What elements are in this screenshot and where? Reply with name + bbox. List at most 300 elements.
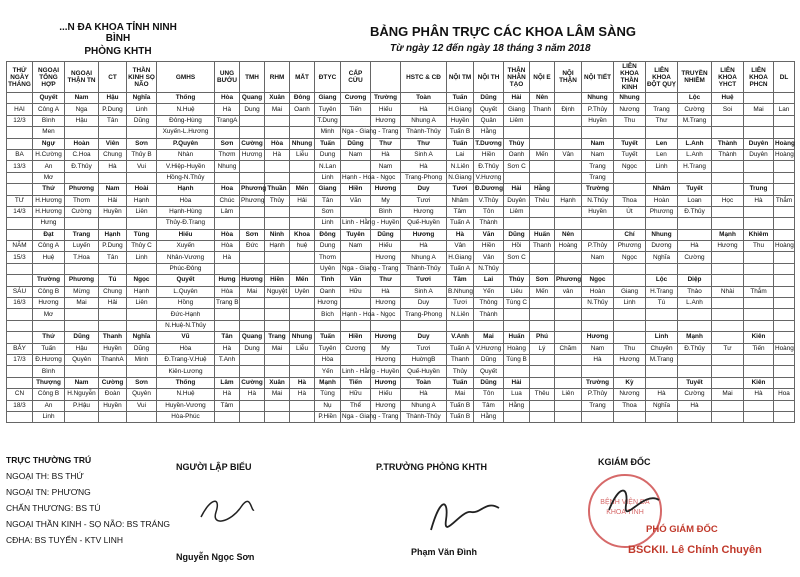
column-header: NGOẠI TỔNG HỢP — [33, 62, 65, 93]
duty-cell — [614, 332, 646, 343]
duty-cell: Dung — [315, 149, 341, 160]
duty-cell: Hòa — [215, 241, 240, 252]
duty-cell — [215, 172, 240, 183]
duty-cell — [582, 218, 614, 229]
duty-cell: Hoàng — [774, 343, 795, 354]
duty-cell: H.Cường — [33, 149, 65, 160]
duty-cell: Sơn C — [504, 252, 530, 263]
duty-cell: Hoàng — [504, 343, 530, 354]
duty-cell — [341, 161, 371, 172]
duty-cell: Hương — [371, 252, 401, 263]
duty-cell — [315, 320, 341, 331]
duty-cell: Phương — [646, 206, 678, 217]
duty-cell: Mai — [474, 332, 504, 343]
duty-cell: Đ.Hương — [33, 354, 65, 365]
duty-cell — [555, 377, 582, 388]
duty-cell — [127, 309, 157, 320]
duty-cell: Út — [614, 206, 646, 217]
duty-cell: Hồng — [157, 298, 215, 309]
duty-cell: Thanh — [99, 332, 127, 343]
duty-cell: Quế-Huyền — [401, 218, 447, 229]
duty-cell: Cường — [678, 252, 712, 263]
duty-cell: Tuấn A — [447, 263, 474, 274]
duty-cell: Hoàn — [646, 195, 678, 206]
duty-cell: Nga - Giang - Trang — [341, 263, 371, 274]
duty-cell — [555, 184, 582, 195]
duty-cell — [582, 229, 614, 240]
duty-cell — [265, 354, 290, 365]
duty-cell: Thủy — [504, 275, 530, 286]
duty-cell — [65, 218, 99, 229]
duty-cell: Hữu — [341, 286, 371, 297]
duty-cell: Hải — [99, 195, 127, 206]
duty-cell — [65, 320, 99, 331]
duty-cell: Tân — [315, 195, 341, 206]
duty-cell: Liêu — [504, 286, 530, 297]
duty-cell: Hà — [240, 389, 265, 400]
org-line1: ...N ĐA KHOA TỈNH NINH BÌNH — [59, 22, 177, 44]
duty-cell: Hà — [582, 354, 614, 365]
duty-cell — [215, 320, 240, 331]
duty-cell: Hằng — [530, 184, 555, 195]
duty-cell: L.Anh — [678, 138, 712, 149]
duty-cell: Hạnh - Hoa - Ngọc — [341, 172, 371, 183]
duty-cell: Hương — [371, 400, 401, 411]
column-header: THỨ NGÀY THÁNG — [7, 62, 33, 93]
duty-cell: Nụ — [315, 400, 341, 411]
duty-cell: Đ.Thủy — [678, 206, 712, 217]
duty-cell: Tân — [99, 115, 127, 126]
column-header: HSTC & CĐ — [401, 62, 447, 93]
duty-cell: Liễu — [290, 343, 315, 354]
duty-cell — [712, 298, 744, 309]
duty-cell — [646, 320, 678, 331]
notes-line: CHẤN THƯƠNG: BS TÚ — [6, 503, 101, 513]
duty-cell — [555, 206, 582, 217]
duty-cell: Liêm — [504, 115, 530, 126]
duty-cell: Trang — [582, 161, 614, 172]
day-cell: 13/3 — [7, 161, 33, 172]
duty-cell: Thoa — [614, 400, 646, 411]
duty-cell: Viên — [99, 138, 127, 149]
duty-cell: huệ — [290, 241, 315, 252]
duty-cell — [265, 309, 290, 320]
duty-cell: Hạnh — [555, 195, 582, 206]
duty-cell — [555, 354, 582, 365]
duty-cell — [678, 218, 712, 229]
duty-cell — [614, 275, 646, 286]
duty-cell: Tuấn A — [447, 218, 474, 229]
duty-cell: H.Giang — [447, 104, 474, 115]
stamp-text: BỆNH VIỆN ĐA KHOA TỈNH — [600, 499, 650, 516]
duty-cell: Công B — [33, 286, 65, 297]
duty-cell: Hiền — [474, 149, 504, 160]
duty-cell — [744, 93, 774, 104]
duty-cell: Tuyết — [614, 149, 646, 160]
table-row — [7, 377, 795, 388]
duty-cell: P.Hiền — [315, 411, 341, 422]
duty-cell: Thu — [614, 343, 646, 354]
duty-cell: Mạnh — [678, 332, 712, 343]
table-row — [7, 343, 795, 354]
duty-cell — [555, 298, 582, 309]
duty-cell — [712, 400, 744, 411]
duty-cell — [127, 127, 157, 138]
duty-cell — [555, 366, 582, 377]
duty-cell: Hương — [582, 332, 614, 343]
duty-cell: Mai — [744, 104, 774, 115]
duty-cell: Minh — [127, 354, 157, 365]
duty-cell: Nên — [530, 93, 555, 104]
duty-cell: Hậu — [65, 115, 99, 126]
duty-cell: Men — [33, 127, 65, 138]
duty-cell — [341, 206, 371, 217]
duty-cell: Cường — [99, 377, 127, 388]
duty-cell — [215, 309, 240, 320]
duty-cell: Hương — [371, 354, 401, 365]
duty-cell: Huyền — [99, 400, 127, 411]
duty-cell — [678, 309, 712, 320]
duty-cell: Khiêm — [744, 229, 774, 240]
duty-cell: Lâm — [215, 206, 240, 217]
duty-cell: Hà — [215, 389, 240, 400]
duty-cell: Huyền — [447, 115, 474, 126]
duty-cell: Hòa — [315, 354, 341, 365]
duty-cell — [530, 206, 555, 217]
table-row — [7, 115, 795, 126]
duty-cell: Trang B — [215, 298, 240, 309]
duty-cell: Nhung — [290, 332, 315, 343]
duty-cell — [744, 354, 774, 365]
duty-cell — [530, 366, 555, 377]
duty-cell: Linh - Hằng - Huyền — [341, 218, 371, 229]
duty-cell: Trường — [582, 184, 614, 195]
duty-cell — [530, 138, 555, 149]
table-row — [7, 389, 795, 400]
duty-cell: Thành-Thủy — [401, 127, 447, 138]
duty-cell: M.Trang — [646, 354, 678, 365]
duty-cell: Linh — [127, 252, 157, 263]
preparer-title: NGƯỜI LẬP BIỂU — [176, 462, 252, 472]
duty-cell — [582, 263, 614, 274]
duty-cell: P.Dung — [99, 104, 127, 115]
duty-cell: Bình — [33, 366, 65, 377]
duty-cell — [744, 218, 774, 229]
duty-cell: H.Nguyễn — [65, 389, 99, 400]
table-row — [7, 298, 795, 309]
duty-cell: N.Huệ-N.Thủy — [157, 320, 215, 331]
duty-cell — [774, 332, 795, 343]
duty-cell: Thành — [474, 309, 504, 320]
duty-cell: Linh — [33, 411, 65, 422]
duty-cell — [65, 309, 99, 320]
duty-cell: Trang — [265, 332, 290, 343]
duty-cell — [555, 161, 582, 172]
duty-cell: Nhung — [582, 93, 614, 104]
duty-cell: Mai — [265, 104, 290, 115]
duty-cell: My — [371, 343, 401, 354]
duty-cell — [240, 115, 265, 126]
duty-cell: Nam — [582, 138, 614, 149]
duty-cell: Hà — [744, 195, 774, 206]
duty-cell: Lai — [447, 149, 474, 160]
duty-cell: Bích — [315, 309, 341, 320]
duty-cell — [646, 366, 678, 377]
day-cell — [7, 332, 33, 343]
duty-cell — [99, 172, 127, 183]
duty-cell: Thắm — [744, 286, 774, 297]
duty-cell: Giang — [315, 93, 341, 104]
column-header: ĐTYC — [315, 62, 341, 93]
director-label: GIÁM ĐỐC — [604, 457, 651, 467]
duty-cell: Nhung — [614, 93, 646, 104]
duty-cell: H.Trang — [678, 161, 712, 172]
duty-cell — [341, 115, 371, 126]
duty-cell: Khoa — [290, 229, 315, 240]
duty-cell — [582, 309, 614, 320]
duty-cell: Mến — [290, 184, 315, 195]
table-row — [7, 93, 795, 104]
duty-cell: H.Hương — [33, 195, 65, 206]
duty-cell: Nguyệt — [265, 286, 290, 297]
duty-cell: H.Giang — [447, 252, 474, 263]
duty-cell: Hòa-Phúc — [157, 411, 215, 422]
duty-cell: T.Anh — [215, 354, 240, 365]
duty-cell: P.Thủy — [582, 241, 614, 252]
column-header: NỘI THẬN — [555, 62, 582, 93]
duty-cell — [614, 411, 646, 422]
duty-cell — [774, 127, 795, 138]
duty-cell — [774, 184, 795, 195]
duty-cell: Thoa — [614, 195, 646, 206]
column-header: NỘI E — [530, 62, 555, 93]
duty-cell: Oanh — [315, 286, 341, 297]
duty-cell: Huấn — [530, 229, 555, 240]
table-row — [7, 400, 795, 411]
duty-cell: V.Hiệp-Huyền — [157, 161, 215, 172]
duty-cell: Hòa — [157, 195, 215, 206]
duty-cell — [555, 252, 582, 263]
duty-cell — [555, 309, 582, 320]
duty-cell: Sơn — [127, 377, 157, 388]
duty-cell — [290, 206, 315, 217]
duty-cell — [774, 411, 795, 422]
duty-cell: Ngự — [33, 138, 65, 149]
duty-cell: Phương — [614, 241, 646, 252]
duty-cell: Uyên — [290, 286, 315, 297]
duty-cell — [646, 218, 678, 229]
duty-cell: Hữu — [341, 389, 371, 400]
duty-cell — [290, 161, 315, 172]
duty-cell: Hoàn — [582, 286, 614, 297]
duty-cell — [744, 309, 774, 320]
duty-cell — [530, 161, 555, 172]
duty-cell — [290, 320, 315, 331]
column-header: UNG BƯỚU — [215, 62, 240, 93]
duty-cell — [504, 309, 530, 320]
day-cell: 17/3 — [7, 354, 33, 365]
duty-cell — [646, 93, 678, 104]
duty-cell: Hải — [99, 298, 127, 309]
duty-cell — [65, 127, 99, 138]
duty-cell — [614, 172, 646, 183]
duty-cell — [33, 263, 65, 274]
duty-cell: Dũng — [474, 354, 504, 365]
duty-cell: Vân — [555, 149, 582, 160]
column-header: NỘI TM — [447, 62, 474, 93]
duty-cell: Nam — [582, 252, 614, 263]
duty-cell: Nam — [582, 343, 614, 354]
table-row — [7, 275, 795, 286]
day-cell: SÁU — [7, 286, 33, 297]
day-cell — [7, 127, 33, 138]
day-cell — [7, 411, 33, 422]
duty-cell: Soi — [712, 104, 744, 115]
duty-cell: P.Thủy — [582, 389, 614, 400]
duty-cell: Thủy B — [127, 149, 157, 160]
duty-cell: V.Hương — [474, 343, 504, 354]
duty-cell: Thành — [712, 149, 744, 160]
day-cell — [7, 172, 33, 183]
duty-cell — [774, 93, 795, 104]
duty-cell: Hà — [265, 149, 290, 160]
duty-cell: Thống — [157, 93, 215, 104]
duty-cell — [774, 172, 795, 183]
column-header: TMH — [240, 62, 265, 93]
duty-cell: Tuấn — [315, 332, 341, 343]
duty-cell: Nhung — [646, 229, 678, 240]
duty-cell — [712, 275, 744, 286]
duty-cell: Hoàng — [774, 138, 795, 149]
table-row — [7, 286, 795, 297]
duty-cell — [504, 411, 530, 422]
duty-cell: Tân — [215, 332, 240, 343]
duty-cell: Oanh — [290, 104, 315, 115]
duty-cell: Đông-Hùng — [157, 115, 215, 126]
table-row — [7, 229, 795, 240]
duty-cell: Sơn — [127, 138, 157, 149]
duty-cell: Cường — [240, 138, 265, 149]
duty-cell: N.Huệ — [157, 104, 215, 115]
duty-cell: Quyên — [127, 389, 157, 400]
duty-cell: N.Liên — [447, 161, 474, 172]
duty-cell: Hạnh - Hoa - Ngọc — [341, 309, 371, 320]
duty-cell — [504, 172, 530, 183]
table-row — [7, 241, 795, 252]
duty-cell: vân — [555, 286, 582, 297]
column-header: CT — [99, 62, 127, 93]
duty-cell: Yến — [474, 286, 504, 297]
duty-cell: N.Thủy — [582, 298, 614, 309]
duty-cell: Hằng — [504, 400, 530, 411]
duty-cell — [504, 218, 530, 229]
duty-cell: Mến — [530, 286, 555, 297]
column-header: NỘI TH — [474, 62, 504, 93]
duty-cell: Tuấn — [33, 343, 65, 354]
duty-cell: Nga — [65, 104, 99, 115]
duty-cell: Tươi — [401, 343, 447, 354]
duty-cell: Trường — [33, 275, 65, 286]
duty-cell: Dương — [646, 241, 678, 252]
duty-cell: Thành — [474, 218, 504, 229]
duty-cell — [341, 298, 371, 309]
duty-cell: Lộc — [678, 93, 712, 104]
duty-cell: Hồi — [504, 241, 530, 252]
duty-cell: Xuân — [265, 93, 290, 104]
duty-cell: Thứ — [33, 332, 65, 343]
day-cell: NĂM — [7, 241, 33, 252]
duty-cell: Hương — [240, 275, 265, 286]
duty-cell: Kỳ — [614, 377, 646, 388]
duty-cell: Tâm — [474, 400, 504, 411]
duty-cell: Phương — [240, 184, 265, 195]
duty-cell: Lâm — [215, 377, 240, 388]
duty-cell: Hà — [401, 241, 447, 252]
duty-cell: Linh — [646, 332, 678, 343]
duty-cell: Hà — [290, 389, 315, 400]
duty-cell: Nhung A — [401, 252, 447, 263]
duty-cell — [744, 127, 774, 138]
duty-cell: Hoàn — [65, 138, 99, 149]
notes-line: NGOẠI THẦN KINH - SỌ NÃO: BS TRÁNG — [6, 519, 171, 529]
duty-cell: Văn — [341, 195, 371, 206]
duty-cell: Hòa — [215, 286, 240, 297]
duty-cell — [774, 161, 795, 172]
duty-cell: Tuyết — [678, 377, 712, 388]
duty-cell: Thêu — [530, 195, 555, 206]
duty-cell: M.Trang — [678, 115, 712, 126]
duty-cell: Hà — [401, 161, 447, 172]
duty-cell: N.Thủy — [582, 195, 614, 206]
duty-cell: Văn — [341, 275, 371, 286]
table-header — [7, 62, 795, 93]
duty-cell — [530, 354, 555, 365]
duty-cell: Toàn — [401, 377, 447, 388]
duty-cell — [646, 411, 678, 422]
duty-cell: H.Trang — [646, 286, 678, 297]
duty-cell: Mai — [447, 389, 474, 400]
duty-cell: Tuấn B — [447, 127, 474, 138]
duty-cell — [240, 366, 265, 377]
duty-cell: Thanh — [530, 241, 555, 252]
duty-cell — [555, 332, 582, 343]
duty-cell: Giang — [614, 286, 646, 297]
table-row — [7, 104, 795, 115]
duty-cell: Tiến — [341, 377, 371, 388]
duty-cell — [215, 218, 240, 229]
duty-cell: Tân — [99, 252, 127, 263]
column-header: NGOẠI THẬN TN — [65, 62, 99, 93]
duty-cell — [678, 127, 712, 138]
duty-cell — [127, 411, 157, 422]
duty-cell — [712, 184, 744, 195]
duty-cell: Thống — [157, 377, 215, 388]
duty-cell: Vui — [127, 161, 157, 172]
table-row — [7, 161, 795, 172]
duty-cell: Sơn — [215, 138, 240, 149]
duty-cell — [240, 400, 265, 411]
duty-cell — [744, 206, 774, 217]
duty-cell — [555, 93, 582, 104]
duty-cell: Hạnh — [127, 195, 157, 206]
duty-cell — [401, 320, 447, 331]
duty-cell: Linh — [127, 104, 157, 115]
duty-cell: Tùng C — [504, 298, 530, 309]
duty-cell: Len — [646, 149, 678, 160]
duty-cell: L.Anh — [678, 298, 712, 309]
document-title: BẢNG PHÂN TRỰC CÁC KHOA LÂM SÀNG — [370, 24, 636, 39]
duty-cell — [744, 115, 774, 126]
